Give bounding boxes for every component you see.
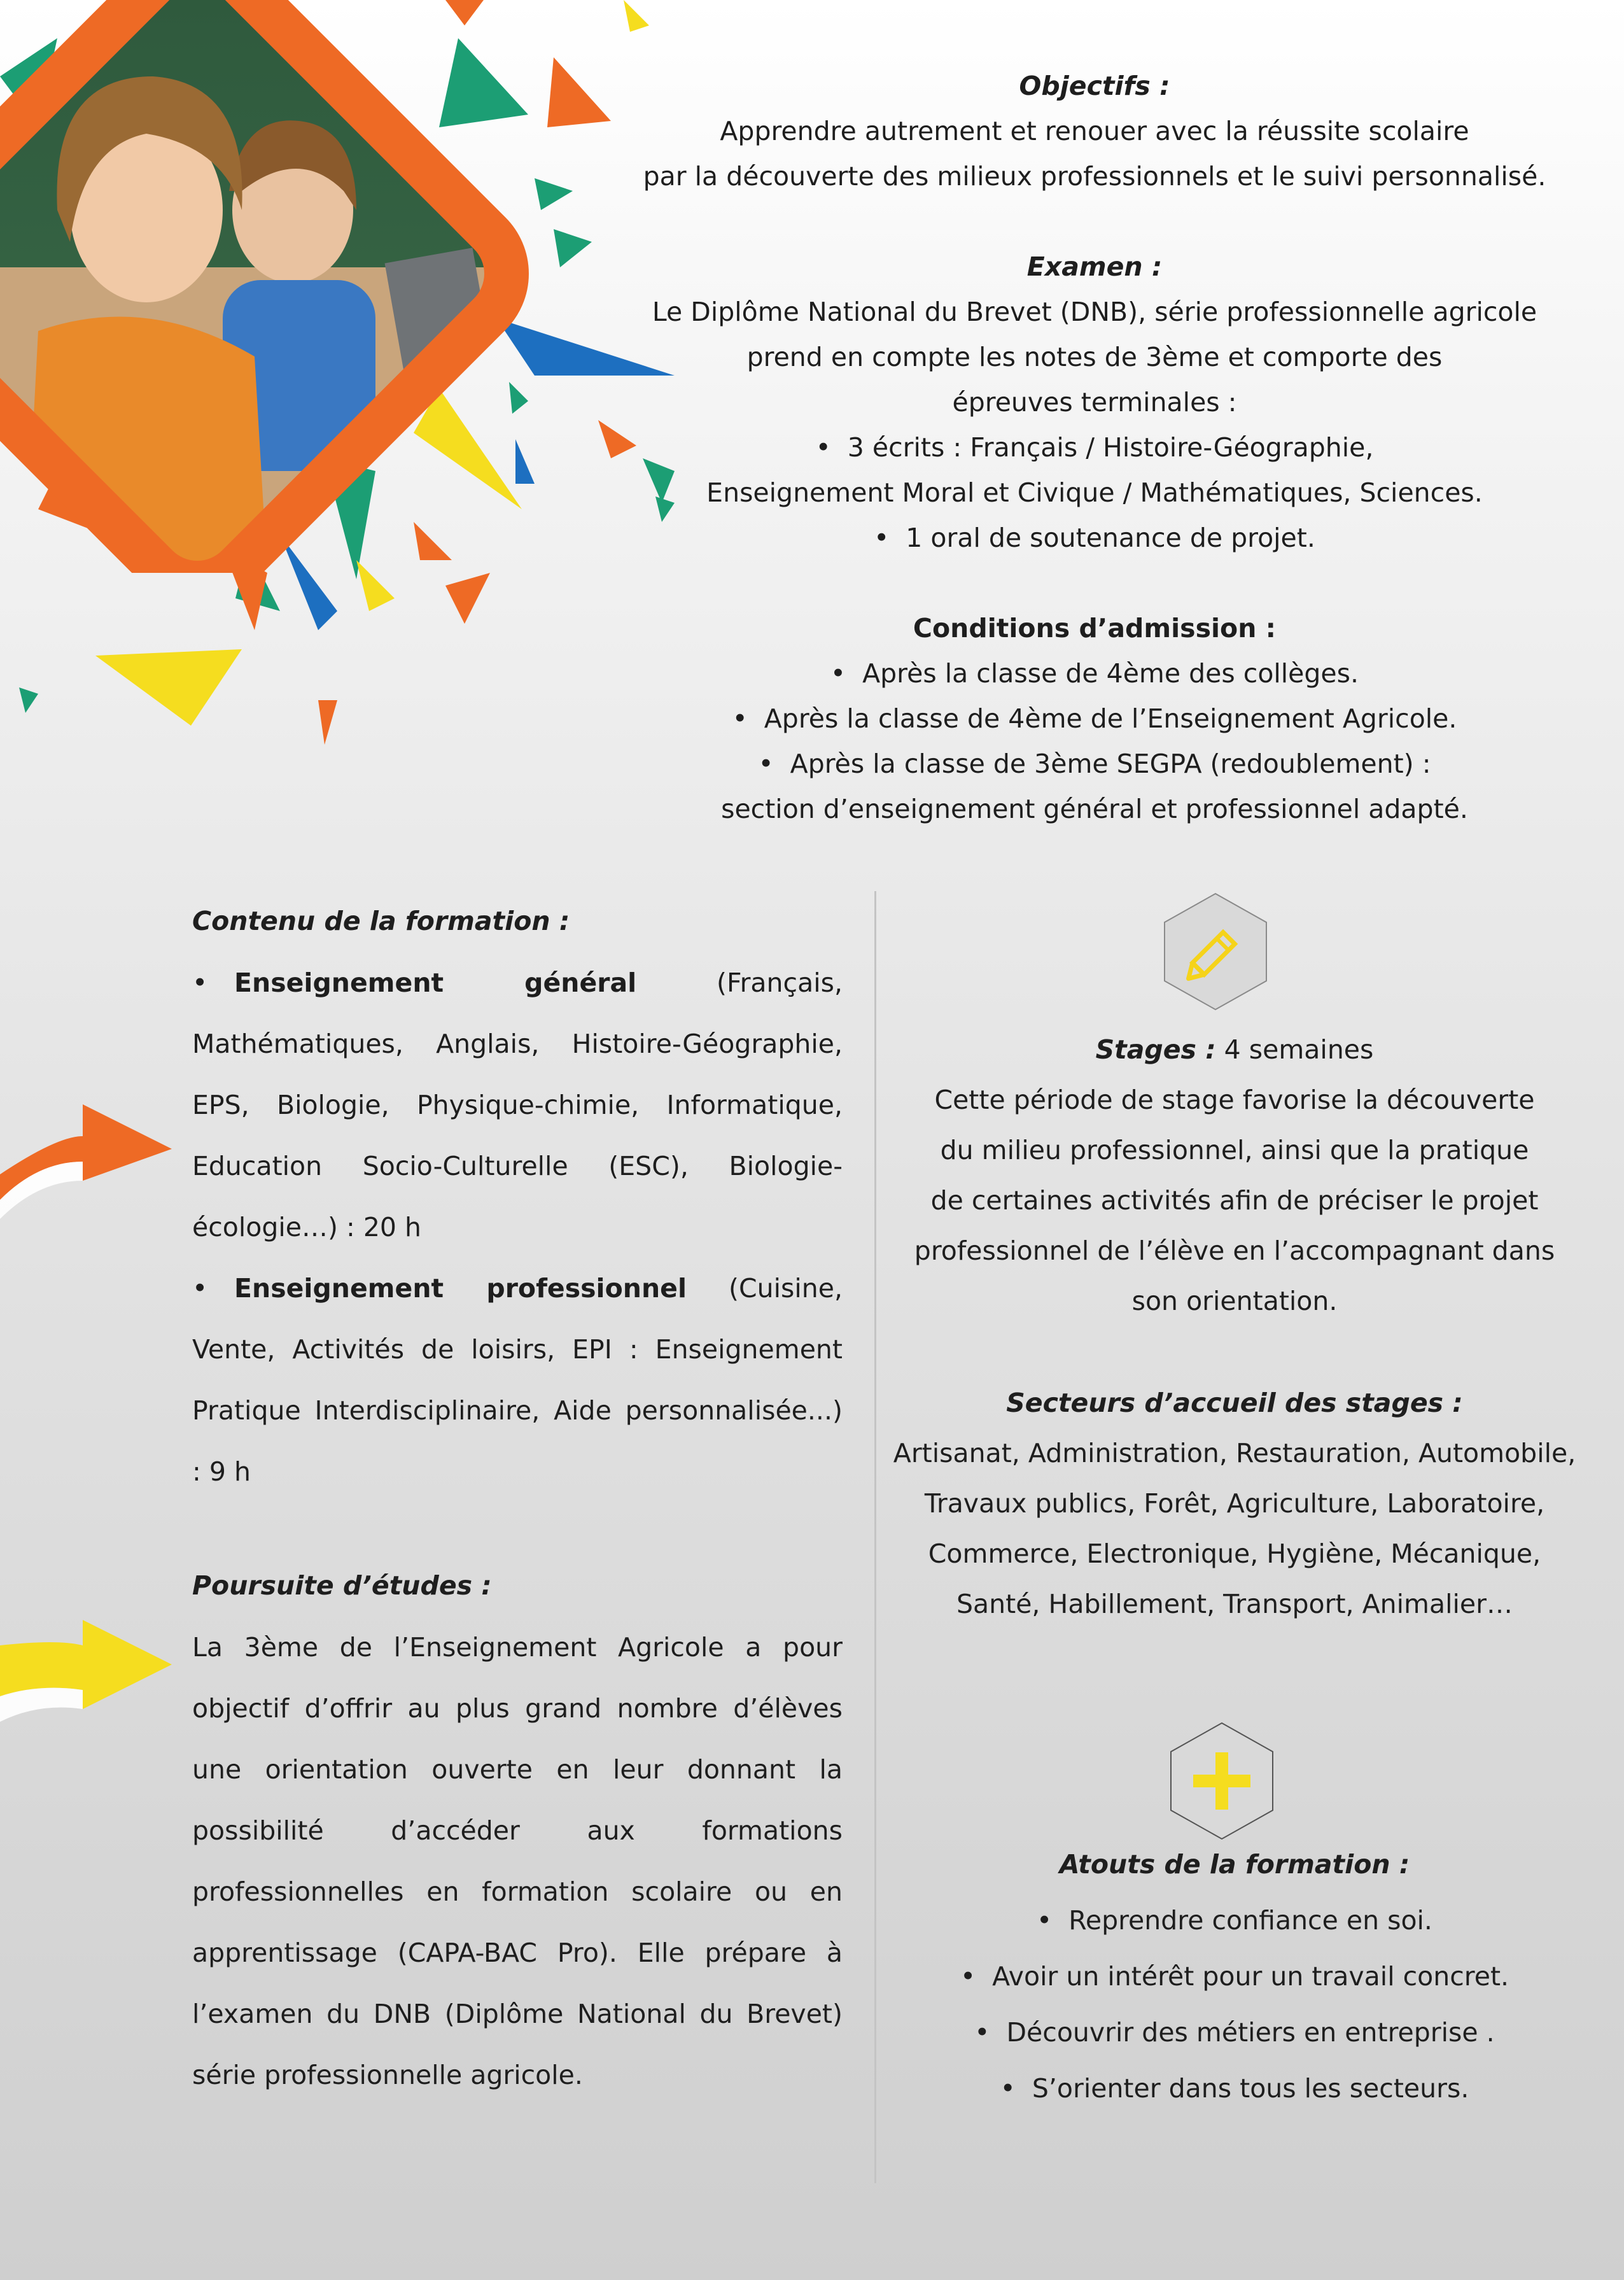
stages-line: du milieu professionnel, ainsi que la pratique <box>940 1135 1529 1165</box>
objectifs-line: Apprendre autrement et renouer avec la réussite scolaire <box>720 116 1469 146</box>
contenu-item-general: • Enseignement général (Français, Mathématiques, Anglais, Histoire-Géographie, EPS, Biologie, Physique-chimie, Informatique, Education Socio-Culturelle (ESC), Biologie-écologie…) : 20 h <box>192 968 843 1242</box>
arrow-right-icon <box>0 1098 185 1225</box>
examen-heading: Examen : <box>1026 251 1163 282</box>
contenu-item-pro: • Enseignement professionnel (Cuisine, Vente, Activités de loisirs, EPI : Enseignement Pratique Interdisciplinaire, Aide personnalisée...) : 9 h <box>192 1273 843 1487</box>
examen-bullet: • 3 écrits : Français / Histoire-Géographie, <box>611 425 1578 470</box>
stages-line: professionnel de l’élève en l’accompagnant dans <box>914 1235 1555 1266</box>
examen-bullet-continued: Enseignement Moral et Civique / Mathématiques, Sciences. <box>706 477 1483 508</box>
intro-section <box>611 64 1578 832</box>
admission-heading: Conditions d’admission : <box>913 613 1277 644</box>
admission-bullet: • Après la classe de 4ème des collèges. <box>611 651 1578 696</box>
atouts-heading: Atouts de la formation : <box>1059 1849 1410 1880</box>
poursuite-heading: Poursuite d’études : <box>192 1570 492 1601</box>
contenu-item-pro-text: (Cuisine, Vente, Activités de loisirs, EPI : Enseignement Pratique Interdisciplinaire, Aide personnalisée...) : 9 h <box>192 1273 843 1487</box>
secteurs-section <box>891 1378 1578 1629</box>
secteurs-line: Artisanat, Administration, Restauration, Automobile, <box>893 1438 1576 1468</box>
secteurs-line: Santé, Habillement, Transport, Animalier… <box>956 1589 1513 1619</box>
atouts-bullet: • Découvrir des métiers en entreprise . <box>891 2004 1578 2060</box>
stages-line: de certaines activités afin de préciser le projet <box>930 1185 1539 1216</box>
stages-duration: 4 semaines <box>1215 1034 1374 1065</box>
plus-icon <box>1170 1722 1274 1840</box>
left-column <box>192 899 843 2106</box>
admission-continuation: section d’enseignement général et professionnel adapté. <box>721 794 1468 824</box>
contenu-heading: Contenu de la formation : <box>192 906 570 936</box>
students-photo <box>0 0 573 573</box>
stages-heading: Stages : <box>1095 1034 1216 1065</box>
contenu-item-general-bold: Enseignement général <box>234 968 637 998</box>
objectifs-line: par la découverte des milieux professionnels et le suivi personnalisé. <box>643 161 1546 192</box>
examen-bullet: • 1 oral de soutenance de projet. <box>611 516 1578 561</box>
secteurs-heading: Secteurs d’accueil des stages : <box>1006 1388 1463 1418</box>
contenu-item-general-text: (Français, Mathématiques, Anglais, Histoire-Géographie, EPS, Biologie, Physique-chimie, Informatique, Education Socio-Culturelle (ESC), Biologie-écologie…) : 20 h <box>192 968 843 1242</box>
examen-line: prend en compte les notes de 3ème et comporte des <box>746 342 1443 372</box>
atouts-bullet: • Reprendre confiance en soi. <box>891 1892 1578 1948</box>
atouts-bullet: • Avoir un intérêt pour un travail concret. <box>891 1948 1578 2004</box>
examen-line: Le Diplôme National du Brevet (DNB), série professionnelle agricole <box>652 297 1537 327</box>
stages-line: Cette période de stage favorise la découverte <box>934 1085 1535 1115</box>
examen-line: épreuves terminales : <box>952 387 1237 418</box>
objectifs-heading: Objectifs : <box>1019 71 1170 101</box>
column-divider <box>874 891 876 2183</box>
atouts-section <box>891 1836 1578 2116</box>
atouts-bullet: • S’orienter dans tous les secteurs. <box>891 2060 1578 2116</box>
stages-section <box>891 1025 1578 1326</box>
poursuite-text: La 3ème de l’Enseignement Agricole a pour objectif d’offrir au plus grand nombre d’élèves une orientation ouverte en leur donnant la possibilité d’accéder aux formations professionnelles en formation scolaire ou en apprentissage (CAPA-BAC Pro). Elle prépare à l’examen du DNB (Diplôme National du Brevet) série professionnelle agricole. <box>192 1632 843 2090</box>
secteurs-line: Travaux publics, Forêt, Agriculture, Laboratoire, <box>924 1488 1545 1519</box>
stages-line: son orientation. <box>1131 1286 1338 1316</box>
pencil-icon <box>1163 892 1268 1011</box>
admission-bullet: • Après la classe de 4ème de l’Enseignement Agricole. <box>611 696 1578 742</box>
admission-bullet: • Après la classe de 3ème SEGPA (redoublement) : <box>611 742 1578 787</box>
contenu-item-pro-bold: Enseignement professionnel <box>234 1273 687 1304</box>
arrow-right-icon <box>0 1620 185 1747</box>
secteurs-line: Commerce, Electronique, Hygiène, Mécanique, <box>928 1538 1541 1569</box>
stages-title <box>891 1025 1578 1075</box>
